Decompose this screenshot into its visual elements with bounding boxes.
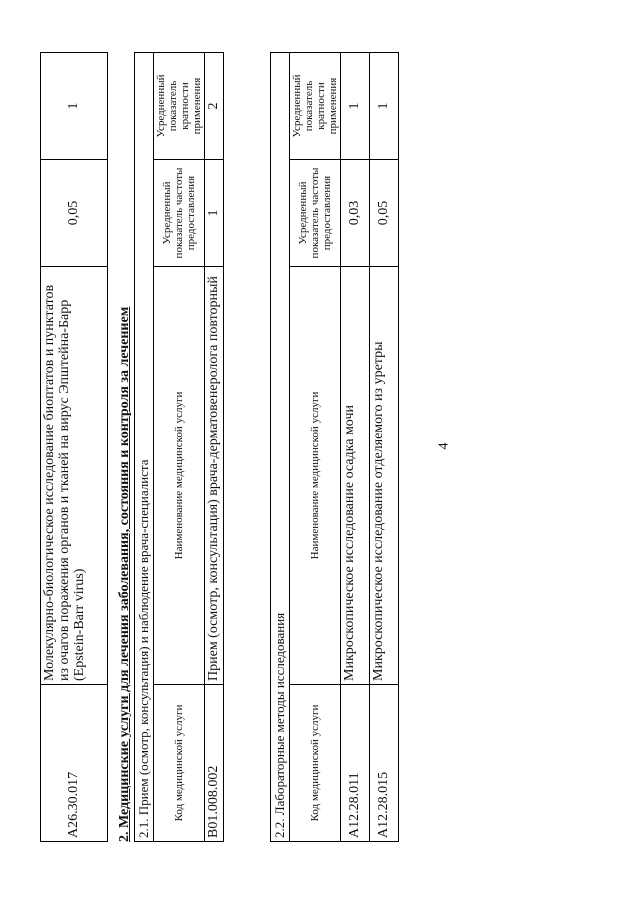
- subsection-title-row: [135, 53, 154, 842]
- lab-methods-table: [270, 52, 399, 842]
- rotated-document-sheet: [40, 42, 420, 842]
- header-code: Код медицинской услуги: [290, 685, 341, 842]
- header-name: Наименование медицинской услуги: [290, 267, 341, 685]
- multiplicity-value: 1: [41, 53, 108, 160]
- consultation-table: [134, 52, 224, 842]
- table-header-row: [154, 53, 205, 842]
- frequency-value: 0,05: [41, 160, 108, 267]
- header-name: Наименование медицинской услуги: [154, 267, 205, 685]
- frequency-value: 1: [205, 160, 224, 267]
- subsection-title-row: [271, 53, 290, 842]
- service-name: Прием (осмотр, консультация) врача-дерматовенеролога повторный: [205, 267, 224, 685]
- frequency-value: 0,05: [370, 160, 399, 267]
- table-header-row: [290, 53, 341, 842]
- service-name: Микроскопическое исследование осадка мочи: [341, 267, 370, 685]
- page-number: 4: [436, 442, 452, 450]
- subsection-title: 2.1. Прием (осмотр, консультация) и наблюдение врача-специалиста: [135, 53, 154, 842]
- service-code: A12.28.015: [370, 685, 399, 842]
- table-row: [41, 53, 108, 842]
- section-title: 2. Медицинские услуги для лечения заболевания, состояния и контроля за лечением: [117, 306, 132, 842]
- header-code: Код медицинской услуги: [154, 685, 205, 842]
- service-code: A12.28.011: [341, 685, 370, 842]
- header-frequency: Усредненный показатель частоты предоставления: [290, 160, 341, 267]
- table-row: [205, 53, 224, 842]
- service-name: Молекулярно-биологическое исследование биоптатов и пунктатов из очагов поражения органов и тканей на вирус Эпштейна-Барр (Epstein-Barr virus): [41, 267, 108, 685]
- multiplicity-value: 1: [341, 53, 370, 160]
- header-multiplicity: Усредненный показатель кратности применения: [154, 53, 205, 160]
- service-name: Микроскопическое исследование отделяемого из уретры: [370, 267, 399, 685]
- subsection-title: 2.2. Лабораторные методы исследования: [271, 53, 290, 842]
- header-multiplicity: Усредненный показатель кратности применения: [290, 53, 341, 160]
- service-code: B01.008.002: [205, 685, 224, 842]
- table-row: [370, 53, 399, 842]
- multiplicity-value: 2: [205, 53, 224, 160]
- service-code: A26.30.017: [41, 685, 108, 842]
- multiplicity-value: 1: [370, 53, 399, 160]
- top-services-table: [40, 52, 108, 842]
- header-frequency: Усредненный показатель частоты предоставления: [154, 160, 205, 267]
- frequency-value: 0,03: [341, 160, 370, 267]
- table-row: [341, 53, 370, 842]
